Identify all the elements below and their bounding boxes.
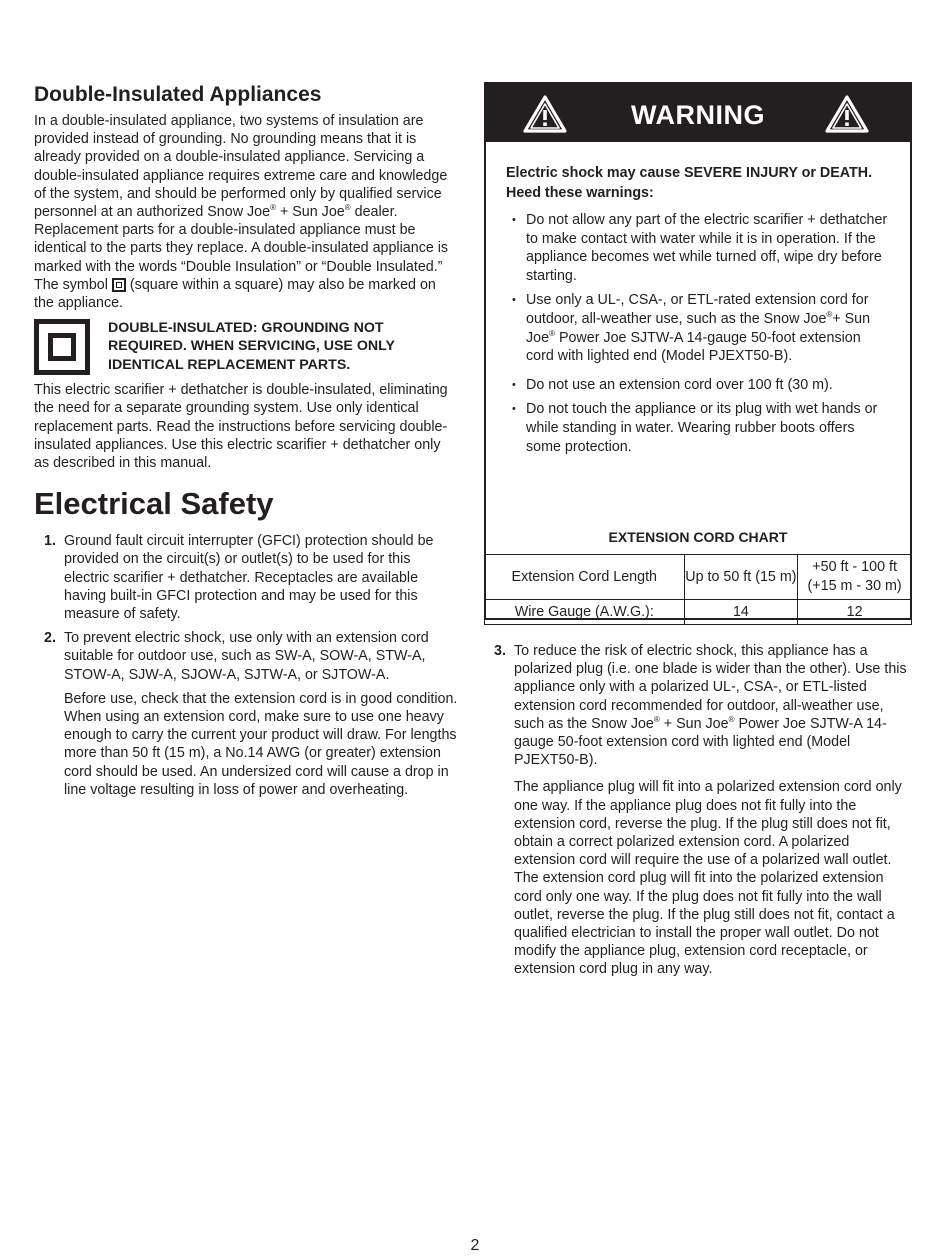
safety-item-3 bbox=[484, 642, 912, 979]
warning-bullet: • Do not allow any part of the electric scarifier + dethatcher to make contact with water while it is in operation. If the appliance becomes wet while turned off, wipe dry before starting. bbox=[506, 211, 890, 285]
item-text: To reduce the risk of electric shock, this appliance has a polarized plug (i.e. one blade is wider than the other). Use this appliance only with a polarized UL-, CSA-, or ETL-listed extension cord recommended for outdoor, all-weather use, such as the Snow Joe® + Sun Joe® Power Joe SJTW-A 14-gauge 50-foot extension cord with lighted end (Model PJEXT50-B). bbox=[514, 643, 907, 769]
table-cell: Wire Gauge (A.W.G.): bbox=[485, 600, 685, 625]
left-column bbox=[34, 82, 458, 805]
warning-triangle-icon bbox=[824, 94, 870, 134]
table-cell: Extension Cord Length bbox=[485, 555, 685, 600]
warning-banner bbox=[486, 84, 910, 142]
safety-item-2 bbox=[34, 629, 458, 799]
double-insulated-note-text: DOUBLE-INSULATED: GROUNDING NOT REQUIRED. WHEN SERVICING, USE ONLY IDENTICAL REPLACEMENT PARTS. bbox=[108, 320, 395, 373]
item-number: 3. bbox=[494, 643, 506, 659]
table-cell: 14 bbox=[684, 600, 798, 625]
item-number: 1. bbox=[44, 533, 56, 550]
right-column bbox=[484, 82, 912, 985]
electrical-safety-heading: Electrical Safety bbox=[34, 486, 274, 522]
warning-lead: Electric shock may cause SEVERE INJURY or DEATH. Heed these warnings: bbox=[506, 165, 873, 201]
warning-body bbox=[486, 142, 910, 456]
warning-bullet: • Do not touch the appliance or its plug with wet hands or while standing in water. Wearing rubber boots offers some protection. bbox=[506, 400, 890, 456]
table-cell: +50 ft - 100 ft (+15 m - 30 m) bbox=[798, 555, 912, 600]
warning-bullet: • Do not use an extension cord over 100 ft (30 m). bbox=[506, 376, 890, 395]
item-subtext: Before use, check that the extension cord is in good condition. When using an extension cord, make sure to use one heavy enough to carry the current your product will draw. For lengths more than 50 ft (15 m), a No.14 AWG (or greater) extension cord should be used. An undersized cord will cause a drop in line voltage resulting in loss of power and overheating. bbox=[64, 690, 458, 798]
item-number: 2. bbox=[44, 630, 56, 647]
double-insulated-paragraph-2: This electric scarifier + dethatcher is double-insulated, eliminating the need for a separate grounding system. Use only identical replacement parts. Read the instructions before servicing double-insulated appliances. Use this electric scarifier + dethatcher only as described in this manual. bbox=[34, 382, 448, 472]
table-row bbox=[485, 555, 912, 600]
double-insulated-heading: Double-Insulated Appliances bbox=[34, 83, 322, 106]
item-text: To prevent electric shock, use only with an extension cord suitable for outdoor use, such as SW-A, SOW-A, STW-A, STOW-A, SJW-A, SJOW-A, SJTW-A, or SJTOW-A. bbox=[64, 630, 429, 683]
double-insulated-large-icon bbox=[34, 319, 90, 375]
warning-bullet: • Use only a UL-, CSA-, or ETL-rated extension cord for outdoor, all-weather use, such as the Snow Joe®+ Sun Joe® Power Joe SJTW-A 14-gauge 50-foot extension cord with lighted end (Model PJEXT50-B). bbox=[506, 291, 890, 365]
double-insulated-note bbox=[34, 319, 458, 379]
table-cell: 12 bbox=[798, 600, 912, 625]
safety-item-1 bbox=[34, 532, 458, 623]
extension-cord-table bbox=[484, 554, 912, 625]
extension-cord-chart-title: EXTENSION CORD CHART bbox=[608, 529, 788, 545]
double-insulated-symbol-icon bbox=[112, 278, 126, 292]
double-insulated-paragraph: In a double-insulated appliance, two systems of insulation are provided instead of grounding. No grounding means that it is already provided on a double-insulated appliance. Servicing a double-insulated appliance requires extreme care and knowledge of the system, and should be performed only by qualified service personnel at an authorized Snow Joe® + Sun Joe® dealer. Replacement parts for a double-insulated appliance must be identical to the parts they replace. A double-insulated appliance is marked with the words “Double Insulation” or “Double Insulated.” The symbol (square within a square) may also be marked on the appliance. bbox=[34, 113, 449, 312]
table-row bbox=[485, 600, 912, 625]
warning-box bbox=[484, 82, 912, 620]
warning-title: WARNING bbox=[631, 100, 765, 130]
table-cell: Up to 50 ft (15 m) bbox=[684, 555, 798, 600]
page-number: 2 bbox=[470, 1237, 480, 1254]
item-subtext: The appliance plug will fit into a polarized extension cord only one way. If the appliance plug does not fit fully into the extension cord, reverse the plug. If the plug still does not fit, obtain a correct polarized extension cord. A polarized extension cord will require the use of a polarized wall outlet. The extension cord plug will fit into the polarized extension cord only one way. If the plug does not fit fully into the wall outlet, reverse the plug. If the plug still does not fit, contact a qualified electrician to install the proper wall outlet. Do not modify the appliance plug, extension cord receptacle, or extension cord plug in any way. bbox=[514, 779, 902, 978]
item-text: Ground fault circuit interrupter (GFCI) protection should be provided on the circuit(s) or outlet(s) to be used for this electric scarifier + dethatcher. Receptacles are available having built-in GFCI protection and may be used for this measure of safety. bbox=[64, 533, 434, 623]
